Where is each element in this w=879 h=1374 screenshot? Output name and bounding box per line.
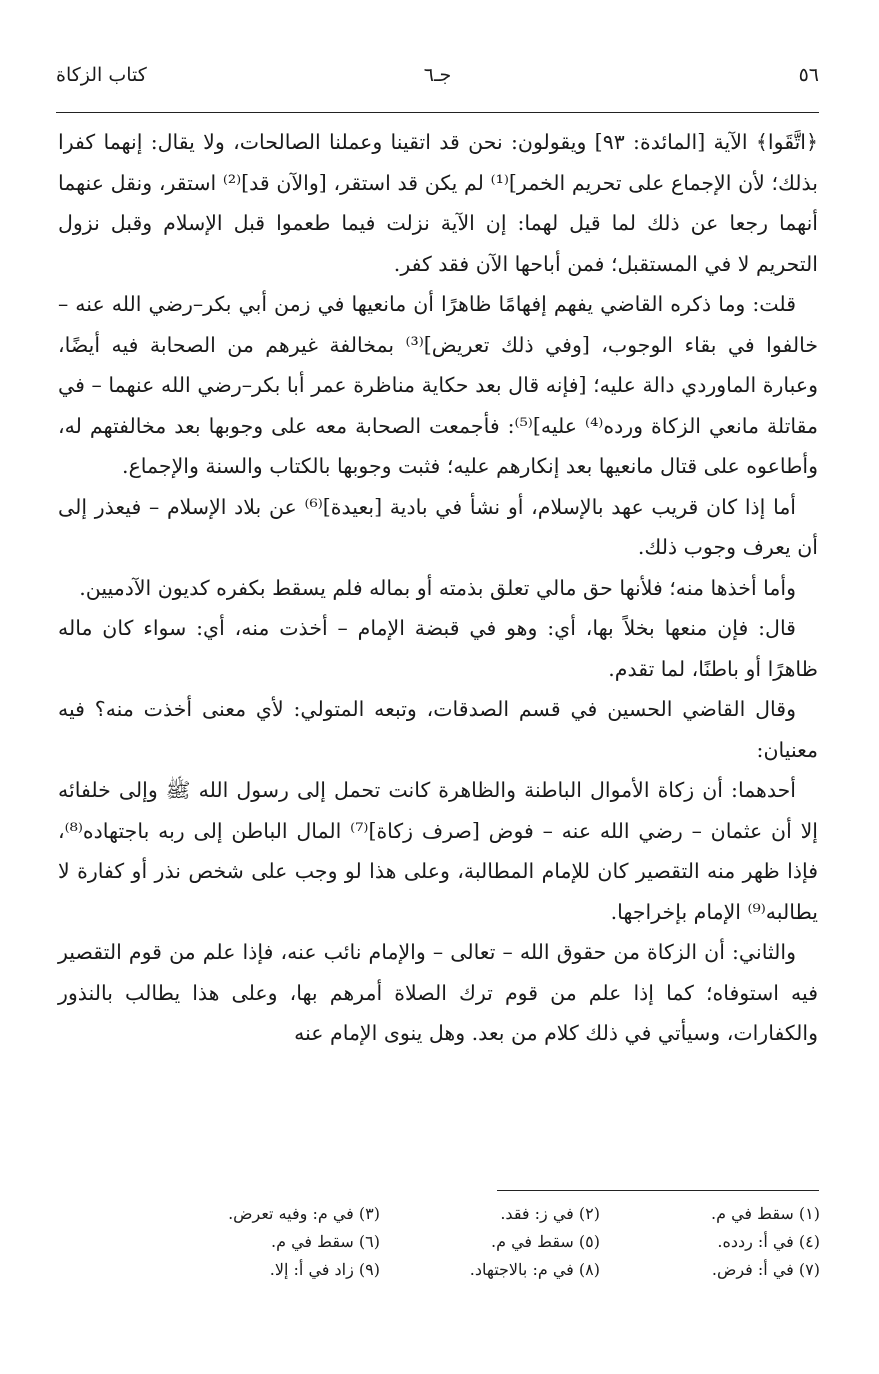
footnote-row [160, 1256, 820, 1284]
footnotes [160, 1200, 820, 1284]
footnote-row [160, 1228, 820, 1256]
main-text [58, 122, 818, 1054]
header-divider [56, 112, 819, 113]
paragraph: وأما أخذها منه؛ فلأنها حق مالي تعلق بذمته أو بماله فلم يسقط بكفره كديون الآدميين. [79, 575, 796, 600]
footnote: (٧) في أ: فرض. [711, 1260, 820, 1279]
paragraph: والثاني: أن الزكاة من حقوق الله – تعالى – والإمام نائب عنه، فإذا علم من قوم التقصير فيه استوفاه؛ كما إذا علم من قوم ترك الصلاة أمرهم بها، وعلى هذا يطالب بالنذور والكفارات، وسيأتي في ذلك كلام من بعد. وهل ينوى الإمام عنه [58, 940, 818, 1045]
footnote: (٥) سقط في م. [490, 1232, 600, 1251]
footnote: (٦) سقط في م. [270, 1232, 380, 1251]
footnote: (٩) زاد في أ: إلا. [269, 1260, 380, 1279]
footnote-row [160, 1200, 820, 1228]
paragraph: أحدهما: أن زكاة الأموال الباطنة والظاهرة كانت تحمل إلى رسول الله ﷺ وإلى خلفائه إلا أن عثمان – رضي الله عنه – فوض [صرف زكاة]⁽⁷⁾ المال الباطن إلى ربه باجتهاده⁽⁸⁾، فإذا ظهر منه التقصير كان للإمام المطالبة، وعلى هذا لو وجب على شخص نذر أو كفارة لا يطالبه⁽⁹⁾ الإمام بإخراجها. [58, 778, 818, 924]
footnote: (٤) في أ: ردده. [717, 1232, 820, 1251]
page-header [56, 60, 819, 100]
footnote: (٣) في م: وفيه تعرض. [228, 1204, 380, 1223]
page-number: ٥٦ [798, 64, 819, 86]
footnote: (٨) في م: بالاجتهاد. [469, 1260, 600, 1279]
volume-label: جـ٦ [423, 64, 452, 86]
footnote: (٢) في ز: فقد. [500, 1204, 600, 1223]
paragraph: ﴿اتَّقَوا﴾ الآية [المائدة: ٩٣] ويقولون: نحن قد اتقينا وعملنا الصالحات، ولا يقال: إنهما كفرا بذلك؛ لأن الإجماع على تحريم الخمر]⁽¹⁾ لم يكن قد استقر، [والآن قد]⁽²⁾ استقر، ونقل عنهما أنهما رجعا عن ذلك لما قيل لهما: إن الآية نزلت فيما طعموا قبل الإسلام وقبل نزول التحريم لا في المستقبل؛ فمن أباحها الآن فقد كفر. [58, 130, 819, 276]
paragraph: قلت: وما ذكره القاضي يفهم إفهامًا ظاهرًا أن مانعيها في زمن أبي بكر–رضي الله عنه – خالفوا في بقاء الوجوب، [وفي ذلك تعريض]⁽³⁾ بمخالفة غيرهم من الصحابة فيه أيضًا، وعبارة الماوردي دالة عليه؛ [فإنه قال بعد حكاية مناظرة عمر أبا بكر–رضي الله عنهما – في مقاتلة مانعي الزكاة ورده⁽⁴⁾ عليه]⁽⁵⁾: فأجمعت الصحابة معه على وجوبها بعد مخالفتهم له، وأطاعوه على قتال مانعيها بعد إنكارهم عليه؛ فثبت وجوبها بالكتاب والسنة والإجماع. [58, 292, 819, 478]
footnote-divider [497, 1190, 819, 1191]
footnote: (١) سقط في م. [710, 1204, 820, 1223]
paragraph: أما إذا كان قريب عهد بالإسلام، أو نشأ في بادية [بعيدة]⁽⁶⁾ عن بلاد الإسلام – فيعذر إلى أن يعرف وجوب ذلك. [58, 494, 818, 559]
paragraph: وقال القاضي الحسين في قسم الصدقات، وتبعه المتولي: لأي معنى أخذت منه؟ فيه معنيان: [58, 697, 818, 762]
paragraph: قال: فإن منعها بخلاً بها، أي: وهو في قبضة الإمام – أخذت منه، أي: سواء كان ماله ظاهرًا أو باطنًا، لما تقدم. [58, 616, 818, 681]
chapter-title: كتاب الزكاة [56, 64, 147, 86]
